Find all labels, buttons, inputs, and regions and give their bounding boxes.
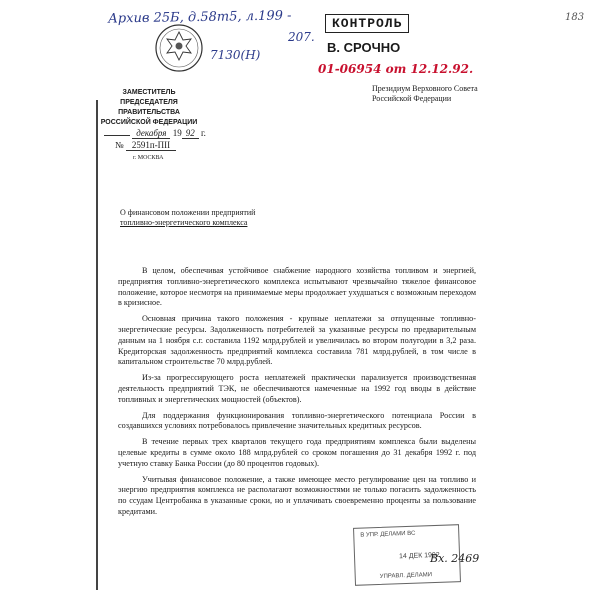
- number-label: №: [115, 140, 124, 150]
- margin-line: [96, 100, 98, 590]
- letter-body: [118, 266, 476, 523]
- subject-block: [120, 208, 255, 228]
- date-month: декабря: [132, 128, 170, 139]
- sender-line-2: ПРАВИТЕЛЬСТВА: [118, 109, 180, 116]
- page-number: 183: [565, 12, 585, 23]
- handwritten-incoming-number: Вх. 2469: [430, 552, 480, 565]
- incoming-number: 01-06954 от 12.12.92.: [318, 62, 474, 76]
- kontrol-stamp: КОНТРОЛЬ: [325, 14, 409, 33]
- received-stamp-line-1: В УПР. ДЕЛАМИ ВС: [360, 530, 416, 539]
- received-stamp-line-2: 14 ДЕК 1992: [398, 551, 440, 561]
- received-stamp-line-3: УПРАВЛ. ДЕЛАМИ: [379, 572, 433, 580]
- recipient-line-1: Президиум Верховного Совета: [372, 84, 478, 93]
- recipient-block: [372, 84, 478, 104]
- archive-code: 7130(Н): [210, 48, 261, 62]
- archive-sheet: 207.: [288, 30, 315, 44]
- subject-line-2: топливно-энергетического комплекса: [120, 218, 248, 227]
- number-value: 2591п-ПII: [126, 140, 176, 151]
- state-emblem-icon: [153, 22, 205, 74]
- recipient-line-2: Российской Федерации: [372, 94, 452, 103]
- date-line: [104, 128, 206, 139]
- date-suffix: г.: [200, 128, 206, 138]
- archive-note: Архив 25Б, д.58т5, л.199 -: [107, 8, 292, 27]
- body-paragraph-2: Основная причина такого положения - крупные неплатежи за отпущенные топливно-энергетические ресурсы. Задолженность потребителей за указанные ресурсы по предварительным данным на 1 ноября с.г. составила 1192 млрд.рублей и увеличилась во втором полугодии в 3,2 раза. Кредиторская задолженность предприятий комплекса составила 781 млрд.рублей, в том числе в капитальном строительстве 70 млрд.рублей.: [118, 314, 476, 367]
- body-paragraph-1: В целом, обеспечивая устойчивое снабжение народного хозяйства топливом и энергией, предприятия топливно-энергетического комплекса испытывают чрезвычайно тяжелое финансовое положение, которое несмотря на принимаемые меры продолжает ухудшаться с возможным переходом в кризисное.: [118, 266, 476, 308]
- body-paragraph-5: В течение первых трех кварталов текущего года предприятиям комплекса были выделены целевые кредиты в сумме около 188 млрд.рублей со сроком погашения до 31 декабря 1992 г. под учетную ставку Банка России (до 80 процентов годовых).: [118, 437, 476, 468]
- sender-line-3: РОССИЙСКОЙ ФЕДЕРАЦИИ: [100, 119, 198, 126]
- body-paragraph-6: Учитывая финансовое положение, а также имеющее место регулирование цен на топливо и энергию предприятия комплекса не располагают возможностями не только погасить задолженность по ссудам Центробанка в указанные сроки, но и уплачивать своевременно проценты за пользование кредитами.: [118, 474, 476, 516]
- date-day: [104, 135, 130, 136]
- date-year: 92: [182, 128, 199, 139]
- subject-line-1: О финансовом положении предприятий: [120, 208, 256, 217]
- city: г. МОСКВА: [133, 155, 164, 161]
- body-paragraph-4: Для поддержания функционирования топливно-энергетического потенциала России в создавшихся условиях потребовалось привлечение значительных кредитных ресурсов.: [118, 410, 476, 431]
- sender-line-1: ЗАМЕСТИТЕЛЬ ПРЕДСЕДАТЕЛЯ: [120, 89, 178, 106]
- sender-block: [96, 88, 202, 128]
- date-year-prefix: 19: [172, 128, 182, 138]
- urgent-mark: В. СРОЧНО: [327, 40, 401, 55]
- body-paragraph-3: Из-за прогрессирующего роста неплатежей практически парализуется производственная деятельность предприятий ТЭК, не обеспечиваются намеченные на 1992 год вводы в действие топливных и энергетических мощностей (объектов).: [118, 373, 476, 404]
- number-line: [115, 140, 176, 151]
